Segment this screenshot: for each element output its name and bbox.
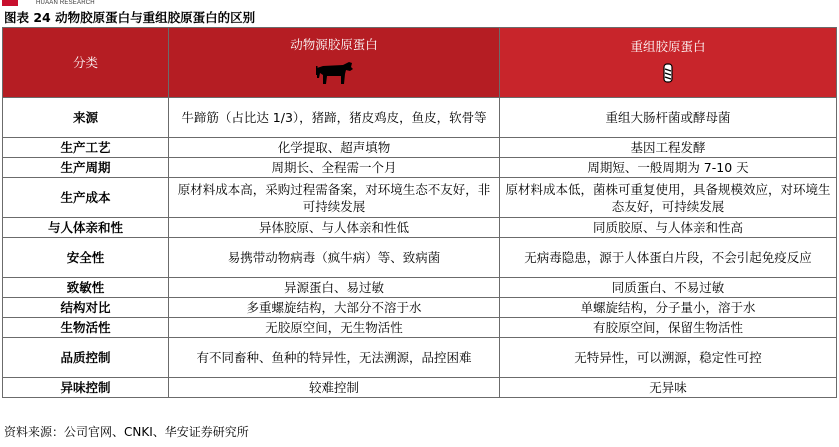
row-label: 致敏性 [3,278,169,298]
table-row [3,378,837,398]
row-label: 生产周期 [3,158,169,178]
animal-cell: 异源蛋白、易过敏 [169,278,500,298]
brand-logo [2,0,18,6]
table-row [3,98,837,138]
table-row [3,158,837,178]
recombinant-cell: 单螺旋结构，分子量小，溶于水 [500,298,837,318]
recombinant-cell: 无异味 [500,378,837,398]
bacteria-icon [663,63,673,87]
row-label: 与人体亲和性 [3,218,169,238]
comparison-table [2,27,837,398]
animal-cell: 易携带动物病毒（疯牛病）等、致病菌 [169,238,500,278]
animal-cell: 多重螺旋结构，大部分不溶于水 [169,298,500,318]
animal-cell: 周期长、全程需一个月 [169,158,500,178]
animal-cell: 原材料成本高，采购过程需备案，对环境生态不友好，非可持续发展 [169,178,500,218]
table-row [3,238,837,278]
row-label: 生物活性 [3,318,169,338]
animal-cell: 化学提取、超声填物 [169,138,500,158]
figure-title: 图表 24 动物胶原蛋白与重组胶原蛋白的区别 [4,10,256,25]
brand-name: HUAAN RESEARCH [36,0,95,6]
animal-cell: 异体胶原、与人体亲和性低 [169,218,500,238]
recombinant-cell: 同质蛋白、不易过敏 [500,278,837,298]
header-animal-label: 动物源胶原蛋白 [290,37,378,52]
recombinant-cell: 原材料成本低，菌株可重复使用，具备规模效应，对环境生态友好，可持续发展 [500,178,837,218]
table-row [3,278,837,298]
recombinant-cell: 无病毒隐患，源于人体蛋白片段，不会引起免疫反应 [500,238,837,278]
table-header-row [3,28,837,98]
animal-cell: 牛蹄筋（占比达 1/3），猪蹄，猪皮鸡皮，鱼皮，软骨等 [169,98,500,138]
row-label: 安全性 [3,238,169,278]
row-label: 品质控制 [3,338,169,378]
row-label: 生产成本 [3,178,169,218]
header-animal-collagen [169,28,500,98]
row-label: 异味控制 [3,378,169,398]
table-row [3,298,837,318]
recombinant-cell: 周期短、一般周期为 7-10 天 [500,158,837,178]
source-note: 资料来源：公司官网、CNKI、华安证券研究所 [4,425,249,439]
table-row [3,138,837,158]
animal-cell: 有不同畜种、鱼种的特异性，无法溯源，品控困难 [169,338,500,378]
row-label: 来源 [3,98,169,138]
header-recombinant-label: 重组胶原蛋白 [630,39,706,54]
header-recombinant-collagen [500,28,837,98]
table-row [3,218,837,238]
animal-cell: 较难控制 [169,378,500,398]
table-row [3,338,837,378]
header-category: 分类 [3,28,169,98]
table-row [3,178,837,218]
recombinant-cell: 重组大肠杆菌或酵母菌 [500,98,837,138]
recombinant-cell: 无特异性，可以溯源，稳定性可控 [500,338,837,378]
recombinant-cell: 同质胶原、与人体亲和性高 [500,218,837,238]
cow-icon [313,59,355,89]
recombinant-cell: 有胶原空间，保留生物活性 [500,318,837,338]
animal-cell: 无胶原空间，无生物活性 [169,318,500,338]
row-label: 生产工艺 [3,138,169,158]
table-row [3,318,837,338]
row-label: 结构对比 [3,298,169,318]
recombinant-cell: 基因工程发酵 [500,138,837,158]
